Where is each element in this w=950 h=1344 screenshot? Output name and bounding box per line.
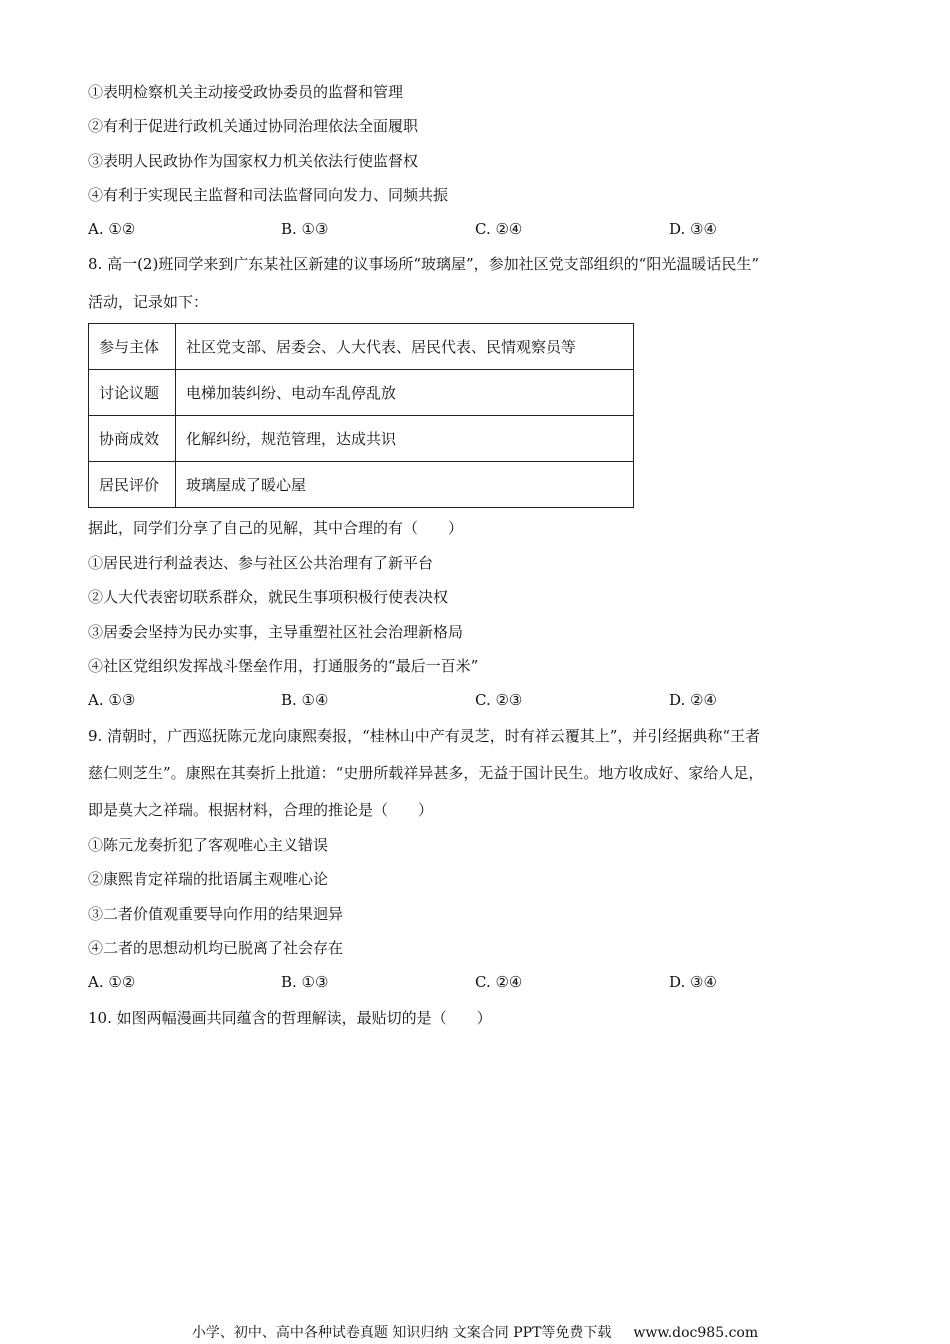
q10-stem: 10. 如图两幅漫画共同蕴含的哲理解读，最贴切的是（ ） (88, 1009, 492, 1027)
q7-item-2: ②有利于促进行政机关通过协同治理依法全面履职 (88, 117, 419, 135)
q9-options (88, 972, 888, 992)
q9-item-3: ③二者价值观重要导向作用的结果迥异 (88, 905, 344, 923)
table-cell-key: 讨论议题 (89, 370, 176, 416)
table-row (89, 324, 634, 370)
q7-option-a: A. ①② (88, 220, 136, 238)
q7-option-d: D. ③④ (669, 220, 717, 238)
q9-stem-line-2: 慈仁则芝生”。康熙在其奏折上批道：“史册所载祥异甚多，无益于国计民生。地方收成好、家给人足， (88, 764, 764, 782)
table-row (89, 370, 634, 416)
page-footer (0, 1324, 950, 1342)
q8-item-1: ①居民进行利益表达、参与社区公共治理有了新平台 (88, 554, 434, 572)
q9-stem-line-3: 即是莫大之祥瑞。根据材料，合理的推论是（ ） (88, 801, 434, 819)
table-cell-value: 电梯加装纠纷、电动车乱停乱放 (176, 370, 634, 416)
q8-item-2: ②人大代表密切联系群众，就民生事项积极行使表决权 (88, 588, 449, 606)
q8-item-4: ④社区党组织发挥战斗堡垒作用，打通服务的“最后一百米” (88, 657, 479, 675)
table-cell-value: 玻璃屋成了暖心屋 (176, 462, 634, 508)
q8-option-c: C. ②③ (475, 691, 523, 709)
q9-option-d: D. ③④ (669, 973, 717, 991)
table-cell-key: 协商成效 (89, 416, 176, 462)
q9-item-1: ①陈元龙奏折犯了客观唯心主义错误 (88, 836, 329, 854)
q7-item-1: ①表明检察机关主动接受政协委员的监督和管理 (88, 83, 404, 101)
q8-activity-table (88, 323, 634, 508)
q7-option-b: B. ①③ (281, 220, 329, 238)
q8-option-a: A. ①③ (88, 691, 136, 709)
q7-options (88, 219, 888, 239)
q7-item-4: ④有利于实现民主监督和司法监督同向发力、同频共振 (88, 186, 449, 204)
q9-item-4: ④二者的思想动机均已脱离了社会存在 (88, 939, 344, 957)
q9-option-a: A. ①② (88, 973, 136, 991)
q8-options (88, 690, 888, 710)
footer-text: 小学、初中、高中各种试卷真题 知识归纳 文案合同 PPT等免费下载 (191, 1325, 612, 1341)
q8-item-3: ③居委会坚持为民办实事，主导重塑社区社会治理新格局 (88, 623, 464, 641)
table-cell-key: 参与主体 (89, 324, 176, 370)
table-cell-key: 居民评价 (89, 462, 176, 508)
q9-option-b: B. ①③ (281, 973, 329, 991)
q8-stem-line-2: 活动，记录如下： (88, 293, 209, 311)
q8-option-d: D. ②④ (669, 691, 717, 709)
q7-option-c: C. ②④ (475, 220, 523, 238)
q7-item-3: ③表明人民政协作为国家权力机关依法行使监督权 (88, 152, 419, 170)
q8-question: 据此，同学们分享了自己的见解，其中合理的有（ ） (88, 519, 464, 537)
q8-option-b: B. ①④ (281, 691, 329, 709)
table-row (89, 462, 634, 508)
table-cell-value: 化解纠纷，规范管理，达成共识 (176, 416, 634, 462)
q9-stem-line-1: 9. 清朝时，广西巡抚陈元龙向康熙奏报，“桂林山中产有灵芝，时有祥云覆其上”，并引经据典称“王者 (88, 727, 761, 745)
q8-stem-line-1: 8. 高一(2)班同学来到广东某社区新建的议事场所“玻璃屋”，参加社区党支部组织的“阳光温暖话民生” (88, 255, 760, 273)
q9-item-2: ②康熙肯定祥瑞的批语属主观唯心论 (88, 870, 329, 888)
footer-url[interactable]: www.doc985.com (633, 1325, 759, 1341)
table-row (89, 416, 634, 462)
table-cell-value: 社区党支部、居委会、人大代表、居民代表、民情观察员等 (176, 324, 634, 370)
q9-option-c: C. ②④ (475, 973, 523, 991)
